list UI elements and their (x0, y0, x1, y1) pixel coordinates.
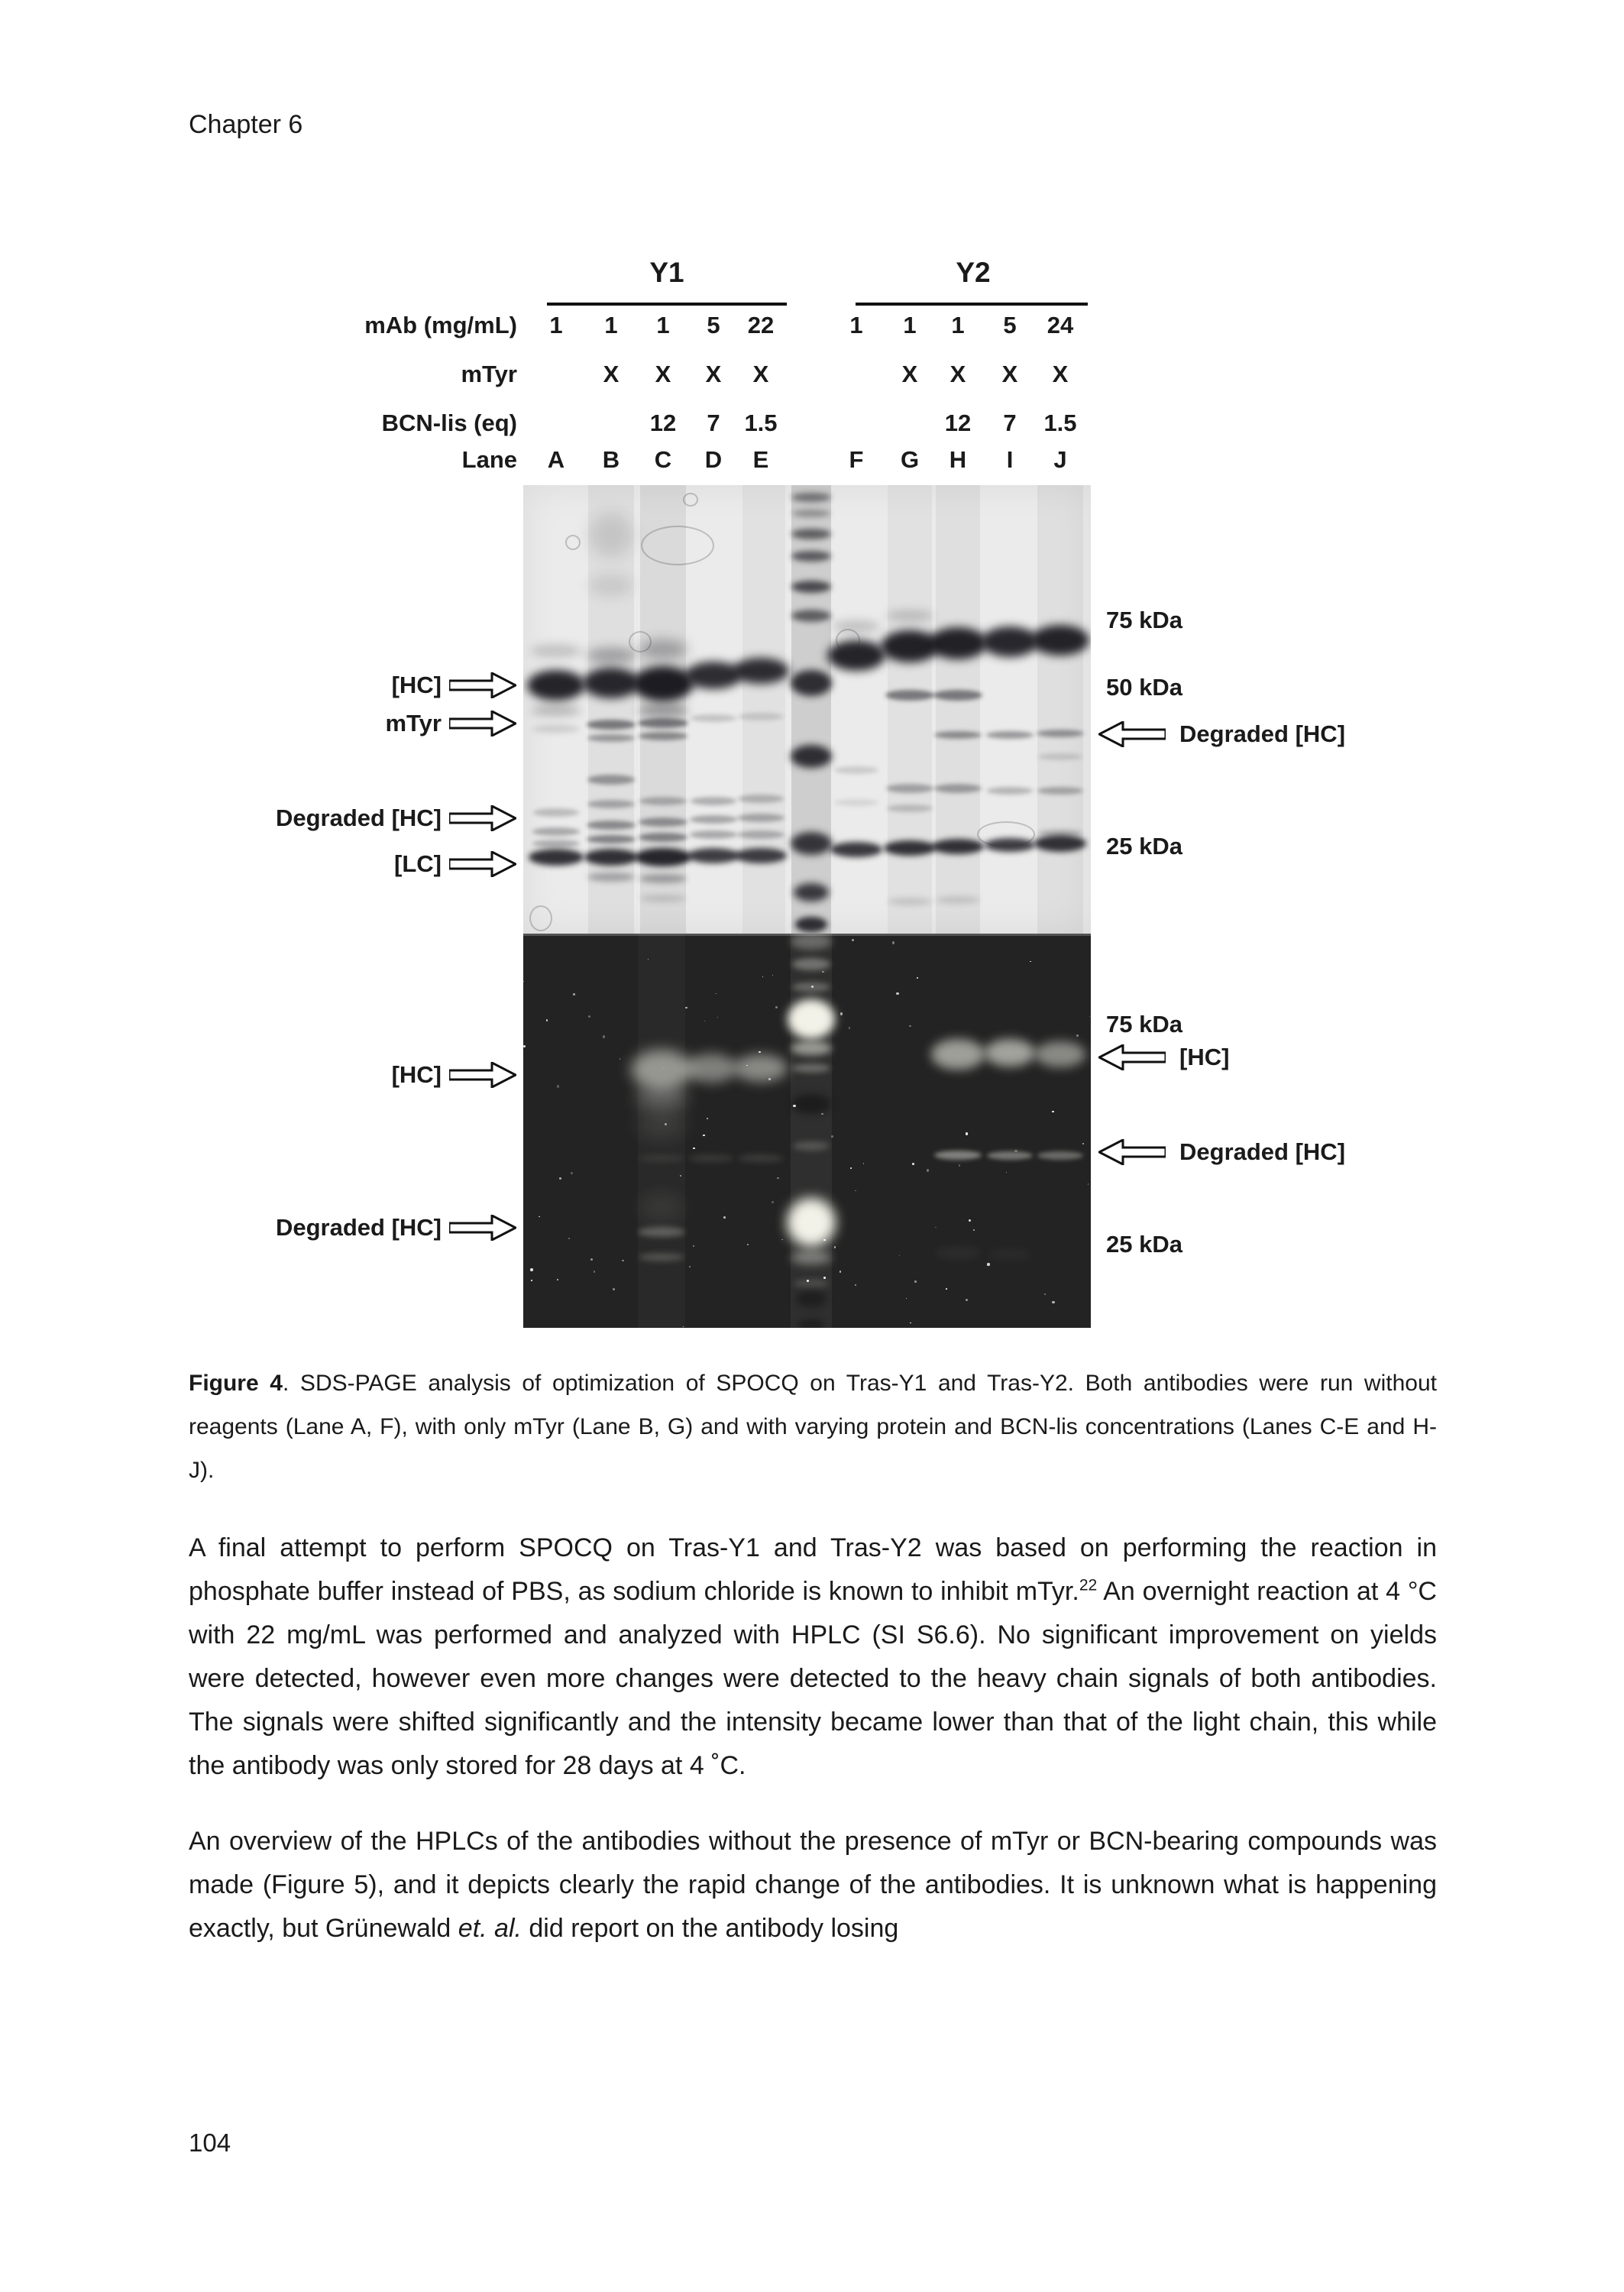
noise-speckle (834, 1246, 836, 1248)
gel-band (791, 581, 831, 593)
lane-D-id: D (704, 446, 723, 473)
gel-band (690, 830, 737, 839)
noise-speckle (559, 1177, 561, 1180)
gel-band (531, 705, 581, 716)
noise-speckle (899, 1255, 900, 1256)
gel-band (734, 1054, 788, 1082)
gel-artifact (836, 629, 860, 652)
gel-band (932, 839, 984, 854)
gel-band (791, 610, 831, 622)
gel-band (935, 1248, 981, 1258)
gel-band (639, 817, 687, 827)
gel-band (632, 666, 694, 701)
gel-band (794, 883, 829, 902)
gel-band (735, 848, 787, 863)
gel-band (738, 1154, 784, 1162)
gel-band (795, 917, 827, 932)
gel-band (639, 1154, 684, 1162)
gel-band (532, 840, 580, 847)
gel-band (584, 849, 638, 866)
lane-B-mab: 1 (604, 312, 618, 338)
gel-band (587, 775, 635, 785)
noise-speckle (821, 1113, 823, 1115)
left-arrow-icon (1098, 721, 1166, 747)
lane-D-bcn: 7 (707, 410, 720, 436)
gel-band (886, 784, 933, 793)
gel-band (635, 848, 691, 866)
lane-J-bcn: 1.5 (1043, 410, 1077, 436)
gel-band (791, 493, 831, 502)
noise-speckle (849, 1027, 850, 1028)
noise-speckle (892, 941, 894, 944)
gel-band (631, 1050, 692, 1089)
gel-band (691, 714, 736, 722)
gel-artifact (629, 631, 652, 652)
noise-speckle (855, 1284, 856, 1286)
noise-speckle (759, 1051, 760, 1053)
gel-band (637, 1108, 686, 1138)
gel-band (587, 872, 635, 882)
gel-band (791, 551, 831, 562)
gel-band (1037, 1151, 1083, 1160)
gel-band (986, 731, 1034, 739)
noise-speckle (523, 981, 524, 982)
gel-band (830, 842, 882, 857)
figure-caption: Figure 4. SDS-PAGE analysis of optimization of SPOCQ on Tras-Y1 and Tras-Y2. Both antibodies were run without reagents (Lane A, F), with only mTyr (Lane B, G) and with varying protein and BCN-lis concentrations (Lanes C-E and H-J). (189, 1371, 1437, 1483)
row-label-mab: mAb (mg/mL) (364, 312, 517, 338)
noise-speckle (775, 1006, 778, 1008)
right-arrow-icon (449, 805, 516, 831)
gel-band (791, 745, 832, 768)
gel-band (738, 795, 784, 803)
lane-J-mtyr: X (1052, 361, 1069, 387)
noise-speckle (1044, 1293, 1047, 1296)
gel-band (884, 840, 936, 856)
gel-label-degraded-hc-2: Degraded [HC] (275, 804, 442, 831)
gel-lane-stripe (791, 934, 832, 1328)
gel-band (886, 610, 933, 621)
noise-speckle (1082, 1143, 1084, 1144)
noise-speckle (1052, 1301, 1054, 1303)
gel-band (1038, 753, 1082, 760)
noise-speckle (823, 1239, 825, 1241)
noise-speckle (987, 1263, 989, 1265)
lane-D-mtyr: X (705, 361, 722, 387)
noise-speckle (946, 1288, 947, 1290)
group-header-y2: Y2 (956, 257, 991, 288)
lane-B-mtyr: X (603, 361, 620, 387)
lane-J-id: J (1053, 446, 1067, 473)
gel-label-degraded-hc-9: Degraded [HC] (275, 1214, 442, 1241)
noise-speckle (959, 1164, 961, 1167)
gel-band (985, 1039, 1035, 1067)
noise-speckle (863, 1163, 864, 1164)
right-arrow-icon (449, 711, 516, 736)
lane-I-id: I (1006, 446, 1014, 473)
noise-speckle (935, 1227, 936, 1228)
group-underline-y2 (856, 303, 1088, 306)
row-label-id: Lane (461, 446, 517, 473)
noise-speckle (693, 1245, 694, 1247)
noise-speckle (716, 993, 717, 994)
gel-band (690, 815, 737, 824)
noise-speckle (568, 1238, 570, 1239)
gel-label-25-kda-13: 25 kDa (1106, 1231, 1182, 1258)
gel-label-hc-11: [HC] (1179, 1044, 1230, 1070)
gel-band (934, 731, 982, 739)
chapter-header: Chapter 6 (189, 110, 303, 139)
noise-speckle (912, 1163, 914, 1165)
noise-speckle (590, 1258, 593, 1261)
noise-speckle (772, 1201, 774, 1203)
noise-speckle (973, 1229, 975, 1231)
lane-I-bcn: 7 (1003, 410, 1017, 436)
gel-band (635, 1086, 688, 1109)
noise-speckle (909, 1025, 911, 1028)
gel-band (638, 1227, 685, 1237)
noise-speckle (966, 1132, 968, 1135)
fluorescence-gel (523, 934, 1091, 1328)
right-arrow-icon (449, 672, 516, 698)
noise-speckle (622, 1260, 623, 1261)
lane-H-mtyr: X (949, 361, 966, 387)
gel-band (791, 1094, 831, 1114)
row-label-bcn: BCN-lis (eq) (381, 410, 517, 436)
left-arrow-icon (1098, 1139, 1166, 1165)
gel-label-degraded-hc-6: Degraded [HC] (1179, 720, 1346, 747)
gel-band (587, 835, 636, 843)
noise-speckle (613, 1288, 615, 1290)
noise-speckle (680, 1175, 681, 1177)
noise-speckle (927, 1169, 930, 1172)
noise-speckle (831, 1135, 833, 1138)
gel-band (1034, 835, 1086, 852)
gel-band (587, 800, 635, 808)
gel-artifact (641, 526, 714, 565)
gel-label-lc-3: [LC] (394, 850, 442, 877)
noise-speckle (906, 1298, 907, 1299)
noise-speckle (689, 1266, 691, 1267)
noise-speckle (723, 1216, 726, 1219)
gel-band (687, 848, 739, 863)
gel-artifact (683, 493, 698, 507)
noise-speckle (693, 1148, 695, 1150)
noise-speckle (1014, 1150, 1017, 1152)
noise-speckle (781, 1239, 783, 1241)
gel-band (888, 898, 932, 905)
gel-lane-stripe (1037, 485, 1083, 934)
gel-band (788, 999, 835, 1039)
gel-artifact (977, 821, 1035, 847)
gel-label-hc-8: [HC] (391, 1061, 442, 1088)
group-header-y1: Y1 (649, 257, 684, 288)
lane-D-mab: 5 (707, 312, 720, 338)
gel-label-75-kda-4: 75 kDa (1106, 607, 1182, 633)
gel-band (639, 797, 687, 805)
noise-speckle (1089, 1016, 1090, 1017)
lane-C-bcn: 12 (649, 410, 677, 436)
lane-H-bcn: 12 (944, 410, 972, 436)
gel-band (737, 830, 785, 839)
gel-band (587, 821, 636, 830)
gel-band (931, 1039, 985, 1070)
lane-B-id: B (602, 446, 620, 473)
gel-band (933, 690, 982, 701)
row-label-mtyr: mTyr (461, 361, 517, 387)
noise-speckle (588, 1015, 590, 1018)
gel-label-75-kda-10: 75 kDa (1106, 1011, 1182, 1038)
gel-band (685, 1054, 737, 1083)
noise-speckle (839, 1271, 842, 1273)
gel-band (834, 799, 878, 806)
gel-band (587, 647, 636, 664)
gel-band (792, 1063, 830, 1073)
gel-band (791, 1251, 832, 1264)
noise-speckle (703, 1135, 705, 1137)
left-arrow-icon (1098, 1044, 1166, 1070)
gel-band (936, 896, 980, 904)
gel-band (1037, 730, 1084, 737)
noise-speckle (530, 1268, 532, 1271)
lane-E-bcn: 1.5 (744, 410, 778, 436)
gel-band (987, 1151, 1033, 1160)
gel-band (639, 1253, 684, 1261)
gel-label-degraded-hc-12: Degraded [HC] (1179, 1138, 1346, 1165)
gel-band (531, 644, 581, 658)
lane-J-mab: 24 (1047, 312, 1074, 338)
gel-band (885, 690, 934, 701)
gel-band (532, 827, 580, 836)
noise-speckle (772, 975, 773, 976)
gel-band (982, 626, 1038, 657)
lane-C-mtyr: X (655, 361, 671, 387)
noise-speckle (914, 1280, 917, 1283)
noise-speckle (840, 1012, 843, 1015)
gel-band (791, 529, 831, 539)
lane-A-mab: 1 (549, 312, 563, 338)
gel-band (796, 1290, 827, 1307)
noise-speckle (966, 1299, 968, 1301)
noise-speckle (852, 939, 854, 941)
right-arrow-icon (449, 1062, 516, 1088)
gel-band (639, 874, 687, 883)
noise-speckle (717, 1017, 718, 1018)
noise-speckle (762, 976, 763, 977)
gel-band (738, 713, 784, 720)
lane-F-mab: 1 (849, 312, 863, 338)
noise-speckle (523, 1045, 526, 1047)
gel-band (887, 804, 933, 812)
gel-band (787, 1198, 836, 1247)
gel-label-25-kda-7: 25 kDa (1106, 833, 1182, 860)
group-underline-y1 (547, 303, 787, 306)
gel-band (529, 849, 584, 866)
gel-lane-stripe (742, 485, 785, 934)
gel-band (639, 732, 687, 740)
noise-speckle (707, 1118, 708, 1119)
gel-band (589, 512, 633, 558)
gel-band (794, 1279, 829, 1288)
noise-speckle (917, 977, 918, 979)
lane-A-id: A (547, 446, 565, 473)
gel-band (638, 704, 688, 717)
gel-band (638, 718, 688, 728)
noise-speckle (557, 1279, 559, 1281)
noise-speckle (910, 1322, 911, 1324)
gel-band (791, 832, 832, 855)
gel-band (1037, 787, 1083, 795)
page-number: 104 (189, 2129, 231, 2157)
gel-band (934, 784, 982, 793)
gel-band (691, 797, 736, 805)
paragraph-2: An overview of the HPLCs of the antibodies without the presence of mTyr or BCN-bearing compounds was made (Figure 5), and it depicts clearly the rapid change of the antibodies. It is unknown what is happening exactly, but Grünewald et. al. did report on the antibody losing (189, 1827, 1437, 1943)
lane-H-id: H (949, 446, 967, 473)
noise-speckle (747, 1244, 749, 1245)
gel-artifact (565, 535, 581, 550)
noise-speckle (571, 1172, 573, 1174)
coomassie-gel (523, 485, 1091, 934)
noise-speckle (850, 1167, 852, 1169)
gel-band (1035, 1041, 1085, 1067)
noise-speckle (531, 1280, 532, 1281)
gel-band (988, 1250, 1032, 1259)
gel-band (532, 725, 580, 733)
gel-band (793, 1141, 830, 1151)
noise-speckle (1076, 1034, 1079, 1037)
gel-label-50-kda-5: 50 kDa (1106, 674, 1182, 701)
lane-F-id: F (849, 446, 864, 473)
gel-band (934, 1151, 982, 1160)
gel-band (733, 658, 789, 684)
gel-band (791, 1041, 832, 1055)
gel-band (587, 734, 635, 742)
noise-speckle (1030, 961, 1031, 963)
noise-speckle (594, 1271, 596, 1273)
gel-band (533, 808, 579, 817)
noise-speckle (1052, 1111, 1053, 1112)
gel-band (639, 1192, 684, 1222)
noise-speckle (777, 1177, 779, 1180)
lane-E-mab: 22 (747, 312, 775, 338)
noise-speckle (546, 1019, 548, 1021)
lane-E-mtyr: X (752, 361, 769, 387)
noise-speckle (685, 1007, 687, 1008)
gel-artifact (529, 905, 552, 931)
noise-speckle (969, 1219, 971, 1222)
noise-speckle (573, 993, 575, 995)
lane-G-mab: 1 (903, 312, 917, 338)
gel-band (987, 787, 1033, 795)
lane-H-mab: 1 (951, 312, 965, 338)
noise-speckle (557, 1085, 560, 1088)
gel-band (834, 766, 878, 774)
lane-G-id: G (900, 446, 920, 473)
gel-band (589, 574, 633, 597)
gel-band (791, 934, 832, 950)
right-arrow-icon (449, 851, 516, 877)
gel-lane-stripe (936, 485, 980, 934)
noise-speckle (896, 992, 899, 995)
gel-band (929, 627, 987, 659)
lane-G-mtyr: X (901, 361, 918, 387)
gel-band (688, 1154, 734, 1162)
gel-band (685, 662, 742, 689)
gel-band (639, 833, 687, 842)
noise-speckle (793, 1105, 795, 1107)
gel-band (792, 510, 830, 517)
gel-label-hc-0: [HC] (391, 672, 442, 698)
gel-lane-stripe (888, 485, 932, 934)
gel-label-mtyr-1: mTyr (385, 710, 442, 736)
gel-band (797, 1319, 825, 1328)
lane-C-id: C (654, 446, 672, 473)
paragraph-1: A final attempt to perform SPOCQ on Tras-Y1 and Tras-Y2 was based on performing the reaction in phosphate buffer instead of PBS, as sodium chloride is known to inhibit mTyr.$^{22}$ An overnight reaction at 4 °C with 22 mg/mL was performed and analyzed with HPLC (SI S6.6). No significant improvement on yields were detected, however even more changes were detected to the heavy chain signals of both antibodies. The signals were shifted significantly and the intensity became lower than that of the light chain, this while the antibody was only stored for 28 days at 4 ˚C. (189, 1533, 1437, 1780)
gel-band (792, 958, 830, 970)
right-arrow-icon (449, 1215, 516, 1241)
gel-band (791, 670, 832, 696)
lane-I-mtyr: X (1001, 361, 1018, 387)
gel-band (587, 720, 636, 730)
lane-C-mab: 1 (656, 312, 670, 338)
gel-band (527, 670, 585, 701)
gel-band (640, 895, 686, 902)
lane-I-mab: 5 (1003, 312, 1017, 338)
noise-speckle (1006, 1172, 1007, 1173)
gel-band (583, 668, 639, 698)
noise-speckle (1088, 1183, 1089, 1185)
noise-speckle (823, 1277, 826, 1279)
noise-speckle (855, 1190, 856, 1191)
gel-band (737, 814, 785, 822)
lane-E-id: E (752, 446, 769, 473)
noise-speckle (603, 1035, 606, 1038)
gel-band (1031, 625, 1089, 656)
